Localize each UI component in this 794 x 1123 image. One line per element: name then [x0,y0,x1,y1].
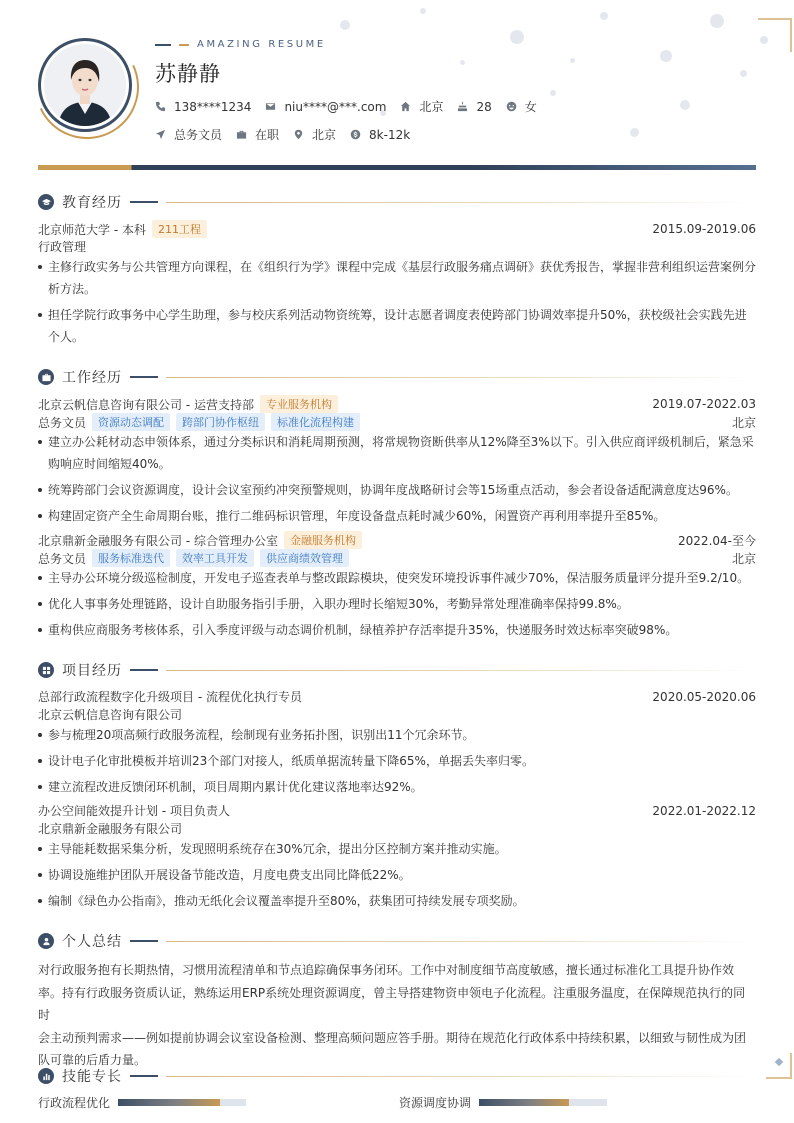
list-item: 编制《绿色办公指南》，推动无纸化会议覆盖率提升至80%，获集团可持续发展专项奖励。 [38,890,756,912]
role: 总务文员 [38,551,87,566]
skill-tag: 效率工具开发 [176,549,254,567]
project-name: 办公空间能效提升计划 - 项目负责人 [38,804,230,818]
briefcase-icon [38,369,54,385]
work-item-header [38,395,756,413]
job-info [155,126,222,143]
target-city-info [293,126,336,143]
age-info [457,100,491,114]
bar-chart-icon [38,1068,54,1084]
list-item: 主修行政实务与公共管理方向课程，在《组织行为学》课程中完成《基层行政服务痛点调研》获优秀报告，掌握非营利组织运营案例分析方法。 [38,256,756,300]
summary-line: 会主动预判需求——例如提前协调会议室设备检测、整理高频问题应答手册。期待在规范化行政体系中持续积累，以细致与韧性成为团 [38,1030,747,1045]
email-text: niu****@***.com [284,99,387,114]
section-label: 技能专长 [62,1069,122,1085]
age-text: 28 [476,99,492,114]
phone-info [155,100,251,114]
salary-info [350,128,410,142]
project-company: 北京鼎新金融服务有限公司 [38,822,183,836]
education-period: 2015.09-2019.06 [652,222,756,236]
summary-line: 对行政服务抱有长期热情，习惯用流程清单和节点追踪确保事务闭环。工作中对制度细节高度敏感，擅长通过标准化工具提升协作效 [38,963,735,977]
list-item: 统筹跨部门会议资源调度，设计会议室预约冲突预警规则，协调年度战略研讨会等15场重点活动，参会者设备适配满意度达96%。 [38,479,756,501]
skill-item [38,1094,246,1111]
corner-decoration [758,18,792,52]
target-city-text: 北京 [312,128,337,142]
skill-name: 行政流程优化 [38,1096,111,1110]
tagline-text: AMAZING RESUME [197,39,326,50]
project-company-row [38,706,756,723]
school-name: 北京师范大学 - 本科 [38,222,146,237]
money-icon [350,129,361,140]
list-item: 建立办公耗材动态申领体系，通过分类标识和消耗周期预测，将常规物资断供率从12%降至3%以下。引入供应商评级机制后，紧急采购响应时间缩短40%。 [38,431,756,475]
list-item: 主导能耗数据采集分析，发现照明系统存在30%冗余，提出分区控制方案并推动实施。 [38,838,756,860]
email-info [265,100,386,114]
work-item-header [38,531,756,549]
summary-line: 率。持有行政服务资质认证，熟练运用ERP系统处理资源调度，曾主导搭建物资申领电子化流程。注重服务温度，在保障规范执行的同时 [38,985,746,1022]
face-icon [506,101,517,112]
candidate-name: 苏静静 [155,62,221,86]
work-role-row [38,549,756,567]
project-company-row [38,820,756,837]
home-icon [400,101,411,112]
user-icon [38,933,54,949]
company-badge: 专业服务机构 [260,395,338,413]
skill-tag: 服务标准迭代 [92,549,170,567]
list-item: 设计电子化审批模板并培训23个部门对接人，纸质单据流转量下降65%，单据丢失率归零。 [38,750,756,772]
city-info [400,98,443,115]
project-item-header [38,802,756,819]
company-name: 北京云帆信息咨询有限公司 - 运营支持部 [38,397,254,412]
header-divider [38,165,756,170]
cake-icon [457,101,468,112]
list-item: 担任学院行政事务中心学生助理，参与校庆系列活动物资统筹，设计志愿者调度表使跨部门协调效率提升50%，获校级社会实践先进个人。 [38,304,756,348]
skill-bar [479,1099,607,1106]
job-intent-row [155,126,424,143]
company-badge: 金融服务机构 [284,531,362,549]
send-icon [155,129,166,140]
location-pin-icon [293,129,304,140]
work-section-title [38,367,756,387]
work-role-row [38,413,756,431]
project-name: 总部行政流程数字化升级项目 - 流程优化执行专员 [38,690,302,704]
project-period: 2020.05-2020.06 [652,689,756,704]
education-section-title [38,192,756,212]
skills-section-title [38,1066,756,1086]
major: 行政管理 [38,240,87,254]
phone-icon [155,101,166,112]
skill-bar [118,1099,246,1106]
mail-icon [265,101,276,112]
list-item: 优化人事事务处理链路，设计自助服务指引手册，入职办理时长缩短30%，考勤异常处理准确率保持99.8%。 [38,593,756,615]
section-label: 教育经历 [62,195,122,211]
gender-text: 女 [524,100,537,114]
summary-section-title [38,931,756,951]
project-company: 北京云帆信息咨询有限公司 [38,708,183,722]
city-text: 北京 [419,100,444,114]
graduation-cap-icon [38,194,54,210]
list-item: 协调设施维护团队开展设备节能改造，月度电费支出同比降低22%。 [38,864,756,886]
portrait-icon [44,44,126,126]
skill-tag: 供应商绩效管理 [260,549,349,567]
role: 总务文员 [38,415,87,430]
skill-tag: 标准化流程构建 [271,413,360,431]
education-major-row [38,238,756,255]
work-city: 北京 [731,415,756,430]
avatar [44,44,126,126]
education-item-header [38,220,756,238]
section-label: 个人总结 [62,934,122,950]
avatar-frame [38,38,132,132]
work-period: 2022.04-至今 [678,533,756,548]
list-item: 参与梳理20项高频行政服务流程，绘制现有业务拓扑图，识别出11个冗余环节。 [38,724,756,746]
project-period: 2022.01-2022.12 [652,803,756,818]
skill-bar-fill [118,1099,220,1106]
work-period: 2019.07-2022.03 [652,397,756,411]
list-item: 主导办公环境分级巡检制度，开发电子巡查表单与整改跟踪模块，使突发环境投诉事件减少70%，保洁服务质量评分提升至9.2/10。 [38,567,756,589]
list-item: 构建固定资产全生命周期台账，推行二维码标识管理，年度设备盘点耗时减少60%，闲置资产再利用率提升至85%。 [38,505,756,527]
tagline [155,39,326,50]
briefcase-icon [236,129,247,140]
job-text: 总务文员 [174,128,223,142]
list-item: 重构供应商服务考核体系，引入季度评级与动态调价机制，绿植养护存活率提升35%，快递服务时效达标率突破98%。 [38,619,756,641]
skill-tag: 资源动态调配 [92,413,170,431]
gender-info [506,98,537,115]
summary-text [38,959,756,1072]
skill-tag: 跨部门协作枢纽 [176,413,265,431]
school-badge: 211工程 [152,220,207,238]
contact-row [155,98,551,115]
salary-text: 8k-12k [369,127,411,142]
company-name: 北京鼎新金融服务有限公司 - 综合管理办公室 [38,533,278,548]
section-label: 工作经历 [62,370,122,386]
list-item: 建立流程改进反馈闭环机制，项目周期内累计优化建议落地率达92%。 [38,776,756,798]
skill-bar-fill [479,1099,569,1106]
work-city: 北京 [731,551,756,566]
project-item-header [38,688,756,705]
skill-name: 资源调度协调 [399,1096,472,1110]
project-section-title [38,660,756,680]
status-info [236,126,279,143]
phone-text: 138****1234 [174,99,252,114]
grid-icon [38,662,54,678]
section-label: 项目经历 [62,663,122,679]
status-text: 在职 [255,128,280,142]
skill-item [399,1094,607,1111]
summary-line: 队可靠的后盾力量。 [38,1053,147,1067]
